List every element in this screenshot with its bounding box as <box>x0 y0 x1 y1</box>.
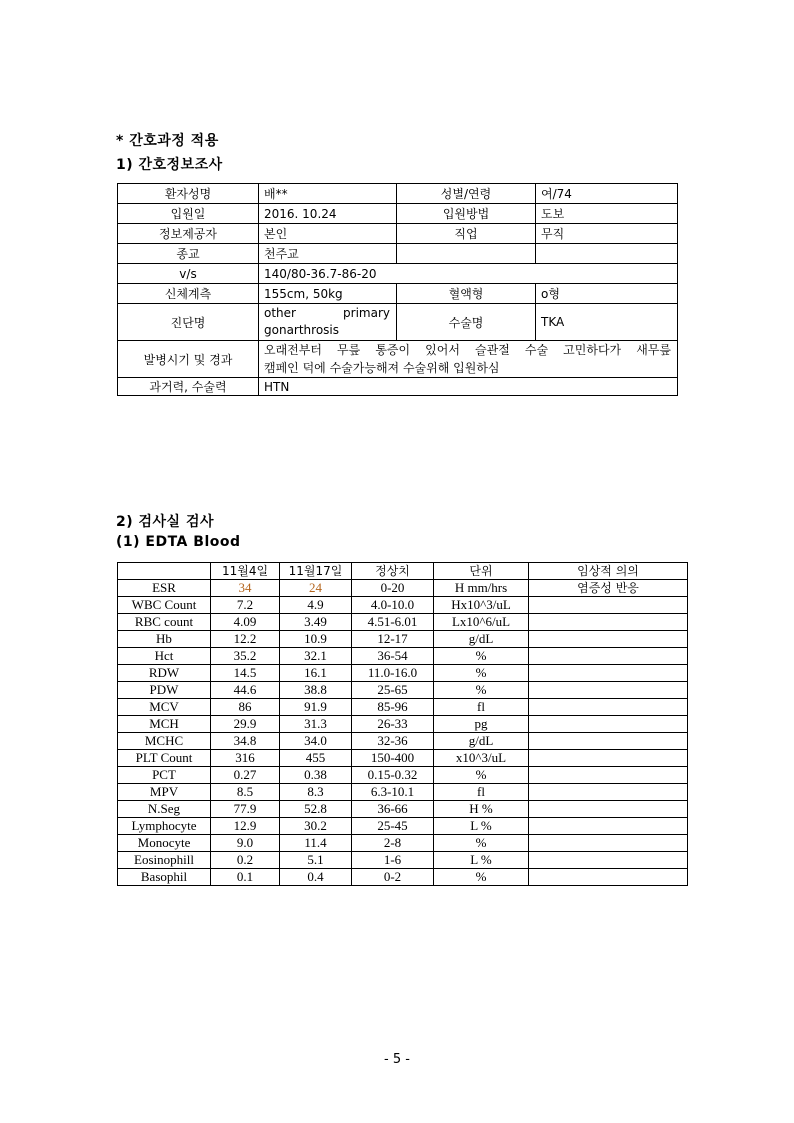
clinical-note-empty <box>529 597 688 614</box>
onset-label: 발병시기 및 경과 <box>118 341 259 378</box>
normal-range: 25-65 <box>352 682 434 699</box>
unit: pg <box>434 716 529 733</box>
onset-line-2: 캠페인 덕에 수술가능해져 수술위해 입원하심 <box>264 361 500 375</box>
unit: % <box>434 665 529 682</box>
patient-name-value: 배** <box>259 184 397 204</box>
test-name: RBC count <box>118 614 211 631</box>
value-nov17: 5.1 <box>280 852 352 869</box>
table-row <box>118 244 678 264</box>
test-name: MCV <box>118 699 211 716</box>
diagnosis-word-2: primary <box>343 306 390 320</box>
patient-name-label: 환자성명 <box>118 184 259 204</box>
value-nov4: 7.2 <box>211 597 280 614</box>
clinical-note-empty <box>529 750 688 767</box>
value-nov17: 3.49 <box>280 614 352 631</box>
unit: % <box>434 682 529 699</box>
religion-value: 천주교 <box>259 244 397 264</box>
value-nov4: 8.5 <box>211 784 280 801</box>
table-row <box>118 631 688 648</box>
body-measure-label: 신체계측 <box>118 284 259 304</box>
test-name: MPV <box>118 784 211 801</box>
unit: x10^3/uL <box>434 750 529 767</box>
clinical-note-empty <box>529 801 688 818</box>
normal-range: 85-96 <box>352 699 434 716</box>
value-nov17: 30.2 <box>280 818 352 835</box>
unit: H % <box>434 801 529 818</box>
table-row <box>118 852 688 869</box>
diagnosis-label: 진단명 <box>118 304 259 341</box>
value-nov17: 32.1 <box>280 648 352 665</box>
test-name: ESR <box>118 580 211 597</box>
informant-label: 정보제공자 <box>118 224 259 244</box>
vital-signs-value: 140/80-36.7-86-20 <box>259 264 678 284</box>
surgery-value: TKA <box>536 304 678 341</box>
value-nov17: 38.8 <box>280 682 352 699</box>
subsection-title-nursing-info: 1) 간호정보조사 <box>116 157 223 173</box>
admission-date-value: 2016. 10.24 <box>259 204 397 224</box>
unit: g/dL <box>434 631 529 648</box>
table-row <box>118 716 688 733</box>
table-row <box>118 580 688 597</box>
unit: fl <box>434 784 529 801</box>
clinical-note-empty <box>529 665 688 682</box>
clinical-note-empty <box>529 716 688 733</box>
surgery-label: 수술명 <box>397 304 536 341</box>
normal-range: 150-400 <box>352 750 434 767</box>
value-nov17: 8.3 <box>280 784 352 801</box>
test-name: PCT <box>118 767 211 784</box>
value-nov17: 34.0 <box>280 733 352 750</box>
clinical-note: 염증성 반응 <box>529 580 688 597</box>
clinical-note-empty <box>529 767 688 784</box>
value-nov17: 4.9 <box>280 597 352 614</box>
table-row <box>118 767 688 784</box>
test-name: RDW <box>118 665 211 682</box>
informant-value: 본인 <box>259 224 397 244</box>
table-header-row <box>118 563 688 580</box>
clinical-note-empty <box>529 682 688 699</box>
normal-range: 11.0-16.0 <box>352 665 434 682</box>
test-name: Hct <box>118 648 211 665</box>
value-nov4: 44.6 <box>211 682 280 699</box>
test-name: Lymphocyte <box>118 818 211 835</box>
diagnosis-word-1: other <box>264 306 296 320</box>
column-header: 단위 <box>434 563 529 580</box>
empty-cell <box>397 244 536 264</box>
onset-line-1: 오래전부터 무릎 통증이 있어서 슬관절 수술 고민하다가 새무릎 <box>264 343 671 357</box>
normal-range: 6.3-10.1 <box>352 784 434 801</box>
table-row <box>118 835 688 852</box>
vital-signs-label: v/s <box>118 264 259 284</box>
nursing-info-table <box>117 183 678 396</box>
occupation-label: 직업 <box>397 224 536 244</box>
clinical-note-empty <box>529 784 688 801</box>
value-nov17: 10.9 <box>280 631 352 648</box>
table-row <box>118 801 688 818</box>
normal-range: 0.15-0.32 <box>352 767 434 784</box>
table-row <box>118 699 688 716</box>
occupation-value: 무직 <box>536 224 678 244</box>
normal-range: 0-20 <box>352 580 434 597</box>
blood-type-value: o형 <box>536 284 678 304</box>
clinical-note-empty <box>529 835 688 852</box>
clinical-note-empty <box>529 869 688 886</box>
unit: % <box>434 835 529 852</box>
value-nov17: 24 <box>280 580 352 597</box>
diagnosis-value <box>259 304 397 341</box>
table-row <box>118 682 688 699</box>
clinical-note-empty <box>529 818 688 835</box>
table-row <box>118 869 688 886</box>
clinical-note-empty <box>529 614 688 631</box>
normal-range: 36-54 <box>352 648 434 665</box>
value-nov4: 34 <box>211 580 280 597</box>
edta-blood-table <box>117 562 688 886</box>
value-nov4: 12.9 <box>211 818 280 835</box>
value-nov4: 0.27 <box>211 767 280 784</box>
value-nov17: 91.9 <box>280 699 352 716</box>
subsection-title-lab-test: 2) 검사실 검사 <box>116 514 215 530</box>
column-header: 정상치 <box>352 563 434 580</box>
unit: Lx10^6/uL <box>434 614 529 631</box>
table-row <box>118 341 678 378</box>
test-name: WBC Count <box>118 597 211 614</box>
normal-range: 2-8 <box>352 835 434 852</box>
empty-cell <box>536 244 678 264</box>
page-number: - 5 - <box>384 1052 410 1067</box>
value-nov4: 12.2 <box>211 631 280 648</box>
unit: H mm/hrs <box>434 580 529 597</box>
sex-age-label: 성별/연령 <box>397 184 536 204</box>
normal-range: 25-45 <box>352 818 434 835</box>
history-label: 과거력, 수술력 <box>118 378 259 396</box>
value-nov17: 11.4 <box>280 835 352 852</box>
religion-label: 종교 <box>118 244 259 264</box>
value-nov4: 29.9 <box>211 716 280 733</box>
unit: g/dL <box>434 733 529 750</box>
subsection-subtitle-edta: (1) EDTA Blood <box>116 534 241 550</box>
unit: L % <box>434 852 529 869</box>
table-row <box>118 614 688 631</box>
table-row <box>118 264 678 284</box>
test-name: Monocyte <box>118 835 211 852</box>
table-row <box>118 597 688 614</box>
test-name: MCH <box>118 716 211 733</box>
table-row <box>118 224 678 244</box>
table-row <box>118 378 678 396</box>
value-nov4: 316 <box>211 750 280 767</box>
column-header: 11월17일 <box>280 563 352 580</box>
body-measure-value: 155cm, 50kg <box>259 284 397 304</box>
sex-age-value: 여/74 <box>536 184 678 204</box>
normal-range: 4.51-6.01 <box>352 614 434 631</box>
unit: L % <box>434 818 529 835</box>
blood-type-label: 혈액형 <box>397 284 536 304</box>
clinical-note-empty <box>529 699 688 716</box>
value-nov4: 14.5 <box>211 665 280 682</box>
value-nov17: 0.4 <box>280 869 352 886</box>
column-header: 11월4일 <box>211 563 280 580</box>
table-row <box>118 204 678 224</box>
table-row <box>118 648 688 665</box>
normal-range: 26-33 <box>352 716 434 733</box>
value-nov17: 52.8 <box>280 801 352 818</box>
value-nov17: 16.1 <box>280 665 352 682</box>
value-nov4: 4.09 <box>211 614 280 631</box>
onset-value <box>259 341 678 378</box>
table-row <box>118 784 688 801</box>
value-nov4: 9.0 <box>211 835 280 852</box>
clinical-note-empty <box>529 648 688 665</box>
clinical-note-empty <box>529 631 688 648</box>
section-title: * 간호과정 적용 <box>116 133 219 149</box>
unit: % <box>434 869 529 886</box>
clinical-note-empty <box>529 852 688 869</box>
table-row <box>118 284 678 304</box>
table-row <box>118 733 688 750</box>
value-nov17: 31.3 <box>280 716 352 733</box>
normal-range: 4.0-10.0 <box>352 597 434 614</box>
column-header <box>118 563 211 580</box>
test-name: Basophil <box>118 869 211 886</box>
test-name: N.Seg <box>118 801 211 818</box>
table-row <box>118 304 678 341</box>
value-nov4: 77.9 <box>211 801 280 818</box>
unit: Hx10^3/uL <box>434 597 529 614</box>
unit: % <box>434 767 529 784</box>
value-nov4: 35.2 <box>211 648 280 665</box>
value-nov17: 0.38 <box>280 767 352 784</box>
diagnosis-line-2: gonarthrosis <box>264 323 340 337</box>
value-nov17: 455 <box>280 750 352 767</box>
normal-range: 32-36 <box>352 733 434 750</box>
table-row <box>118 818 688 835</box>
table-row <box>118 184 678 204</box>
unit: % <box>434 648 529 665</box>
test-name: MCHC <box>118 733 211 750</box>
normal-range: 36-66 <box>352 801 434 818</box>
test-name: Eosinophill <box>118 852 211 869</box>
admission-method-label: 입원방법 <box>397 204 536 224</box>
admission-date-label: 입원일 <box>118 204 259 224</box>
value-nov4: 86 <box>211 699 280 716</box>
table-row <box>118 750 688 767</box>
test-name: PLT Count <box>118 750 211 767</box>
value-nov4: 0.1 <box>211 869 280 886</box>
test-name: PDW <box>118 682 211 699</box>
clinical-note-empty <box>529 733 688 750</box>
history-value: HTN <box>259 378 678 396</box>
normal-range: 1-6 <box>352 852 434 869</box>
admission-method-value: 도보 <box>536 204 678 224</box>
value-nov4: 0.2 <box>211 852 280 869</box>
normal-range: 0-2 <box>352 869 434 886</box>
unit: fl <box>434 699 529 716</box>
normal-range: 12-17 <box>352 631 434 648</box>
table-row <box>118 665 688 682</box>
test-name: Hb <box>118 631 211 648</box>
column-header: 임상적 의의 <box>529 563 688 580</box>
value-nov4: 34.8 <box>211 733 280 750</box>
